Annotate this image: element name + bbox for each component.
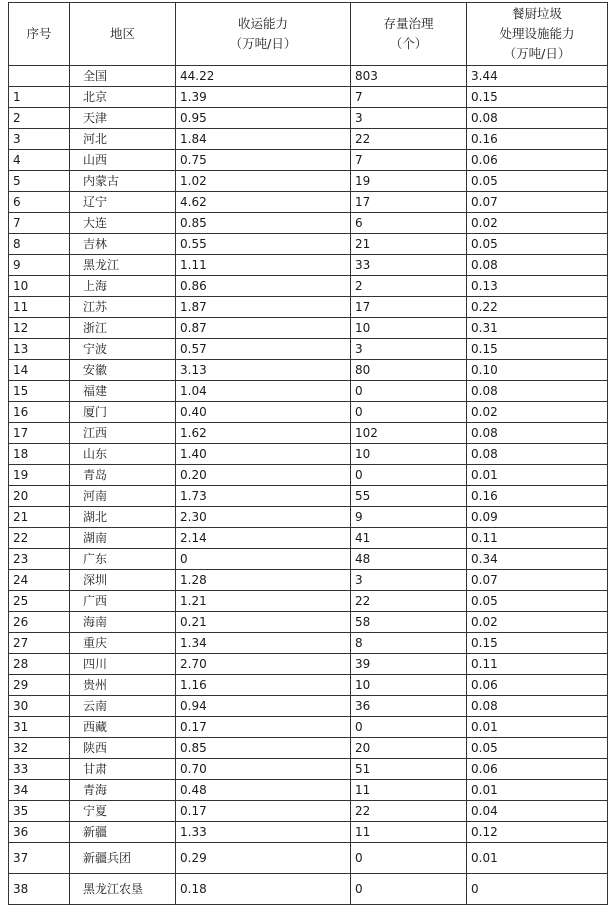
cell-collection-capacity: 0.29 xyxy=(176,843,351,874)
cell-kitchen-waste-capacity: 0.01 xyxy=(467,465,608,486)
cell-collection-capacity: 1.11 xyxy=(176,255,351,276)
cell-collection-capacity: 1.16 xyxy=(176,675,351,696)
cell-index: 36 xyxy=(9,822,70,843)
cell-kitchen-waste-capacity: 0.16 xyxy=(467,129,608,150)
header-kitchen-waste-capacity: 餐厨垃圾 处理设施能力 （万吨/日） xyxy=(467,3,608,66)
cell-kitchen-waste-capacity: 0.08 xyxy=(467,423,608,444)
cell-legacy-treatment: 0 xyxy=(351,465,467,486)
cell-kitchen-waste-capacity: 0.02 xyxy=(467,213,608,234)
cell-kitchen-waste-capacity: 0.15 xyxy=(467,87,608,108)
cell-collection-capacity: 0.75 xyxy=(176,150,351,171)
cell-index: 10 xyxy=(9,276,70,297)
cell-kitchen-waste-capacity: 0 xyxy=(467,874,608,905)
cell-index: 3 xyxy=(9,129,70,150)
cell-legacy-treatment: 19 xyxy=(351,171,467,192)
cell-collection-capacity: 2.14 xyxy=(176,528,351,549)
cell-kitchen-waste-capacity: 0.13 xyxy=(467,276,608,297)
cell-legacy-treatment: 7 xyxy=(351,87,467,108)
cell-index: 27 xyxy=(9,633,70,654)
cell-legacy-treatment: 39 xyxy=(351,654,467,675)
table-row xyxy=(9,213,608,234)
cell-collection-capacity: 0.20 xyxy=(176,465,351,486)
cell-legacy-treatment: 21 xyxy=(351,234,467,255)
cell-kitchen-waste-capacity: 0.07 xyxy=(467,570,608,591)
cell-region: 厦门 xyxy=(70,402,176,423)
header-collection-capacity: 收运能力 （万吨/日） xyxy=(176,3,351,66)
cell-index: 30 xyxy=(9,696,70,717)
cell-collection-capacity: 0.85 xyxy=(176,213,351,234)
cell-collection-capacity: 0.18 xyxy=(176,874,351,905)
cell-region: 内蒙古 xyxy=(70,171,176,192)
cell-kitchen-waste-capacity: 0.12 xyxy=(467,822,608,843)
cell-region: 黑龙江农垦 xyxy=(70,874,176,905)
cell-region: 河南 xyxy=(70,486,176,507)
table-row xyxy=(9,633,608,654)
header-index: 序号 xyxy=(9,3,70,66)
cell-collection-capacity: 1.34 xyxy=(176,633,351,654)
cell-collection-capacity: 1.84 xyxy=(176,129,351,150)
table-row xyxy=(9,234,608,255)
cell-legacy-treatment: 0 xyxy=(351,843,467,874)
cell-legacy-treatment: 17 xyxy=(351,297,467,318)
cell-index: 32 xyxy=(9,738,70,759)
cell-collection-capacity: 1.40 xyxy=(176,444,351,465)
cell-kitchen-waste-capacity: 0.06 xyxy=(467,675,608,696)
table-row xyxy=(9,255,608,276)
cell-collection-capacity: 0.85 xyxy=(176,738,351,759)
table-row xyxy=(9,171,608,192)
cell-region: 福建 xyxy=(70,381,176,402)
cell-collection-capacity: 0.17 xyxy=(176,717,351,738)
cell-legacy-treatment: 80 xyxy=(351,360,467,381)
cell-kitchen-waste-capacity: 0.09 xyxy=(467,507,608,528)
table-row xyxy=(9,486,608,507)
cell-collection-capacity: 1.73 xyxy=(176,486,351,507)
table-row xyxy=(9,654,608,675)
cell-collection-capacity: 1.87 xyxy=(176,297,351,318)
cell-collection-capacity: 1.04 xyxy=(176,381,351,402)
cell-region: 辽宁 xyxy=(70,192,176,213)
cell-region: 江西 xyxy=(70,423,176,444)
table-row xyxy=(9,318,608,339)
cell-legacy-treatment: 11 xyxy=(351,822,467,843)
table-row xyxy=(9,843,608,874)
cell-kitchen-waste-capacity: 0.05 xyxy=(467,171,608,192)
cell-region: 青岛 xyxy=(70,465,176,486)
cell-legacy-treatment: 9 xyxy=(351,507,467,528)
cell-collection-capacity: 44.22 xyxy=(176,66,351,87)
cell-index: 7 xyxy=(9,213,70,234)
cell-kitchen-waste-capacity: 0.31 xyxy=(467,318,608,339)
cell-region: 四川 xyxy=(70,654,176,675)
table-row xyxy=(9,465,608,486)
cell-collection-capacity: 1.62 xyxy=(176,423,351,444)
table-body xyxy=(9,66,608,905)
cell-kitchen-waste-capacity: 0.08 xyxy=(467,444,608,465)
cell-legacy-treatment: 0 xyxy=(351,381,467,402)
cell-region: 重庆 xyxy=(70,633,176,654)
cell-legacy-treatment: 22 xyxy=(351,129,467,150)
cell-kitchen-waste-capacity: 0.10 xyxy=(467,360,608,381)
table-row xyxy=(9,66,608,87)
cell-legacy-treatment: 102 xyxy=(351,423,467,444)
cell-index: 8 xyxy=(9,234,70,255)
cell-index: 11 xyxy=(9,297,70,318)
cell-legacy-treatment: 17 xyxy=(351,192,467,213)
table-row xyxy=(9,675,608,696)
cell-collection-capacity: 0.40 xyxy=(176,402,351,423)
cell-index: 14 xyxy=(9,360,70,381)
table-row xyxy=(9,591,608,612)
table-row xyxy=(9,612,608,633)
cell-kitchen-waste-capacity: 0.01 xyxy=(467,780,608,801)
table-row xyxy=(9,874,608,905)
cell-index: 13 xyxy=(9,339,70,360)
cell-region: 江苏 xyxy=(70,297,176,318)
data-table xyxy=(8,2,608,905)
cell-kitchen-waste-capacity: 0.08 xyxy=(467,381,608,402)
cell-legacy-treatment: 48 xyxy=(351,549,467,570)
cell-index: 1 xyxy=(9,87,70,108)
data-table-sheet xyxy=(8,2,607,905)
table-row xyxy=(9,507,608,528)
cell-index: 26 xyxy=(9,612,70,633)
cell-index: 37 xyxy=(9,843,70,874)
cell-region: 北京 xyxy=(70,87,176,108)
cell-legacy-treatment: 11 xyxy=(351,780,467,801)
cell-legacy-treatment: 0 xyxy=(351,402,467,423)
cell-region: 大连 xyxy=(70,213,176,234)
cell-kitchen-waste-capacity: 0.22 xyxy=(467,297,608,318)
cell-index: 25 xyxy=(9,591,70,612)
cell-region: 深圳 xyxy=(70,570,176,591)
cell-index: 21 xyxy=(9,507,70,528)
table-row xyxy=(9,192,608,213)
cell-legacy-treatment: 51 xyxy=(351,759,467,780)
cell-kitchen-waste-capacity: 3.44 xyxy=(467,66,608,87)
cell-legacy-treatment: 10 xyxy=(351,318,467,339)
cell-region: 云南 xyxy=(70,696,176,717)
cell-region: 广东 xyxy=(70,549,176,570)
cell-legacy-treatment: 6 xyxy=(351,213,467,234)
cell-kitchen-waste-capacity: 0.15 xyxy=(467,633,608,654)
table-row xyxy=(9,87,608,108)
cell-kitchen-waste-capacity: 0.06 xyxy=(467,759,608,780)
cell-legacy-treatment: 3 xyxy=(351,339,467,360)
cell-collection-capacity: 0.70 xyxy=(176,759,351,780)
table-row xyxy=(9,759,608,780)
cell-legacy-treatment: 58 xyxy=(351,612,467,633)
cell-kitchen-waste-capacity: 0.04 xyxy=(467,801,608,822)
cell-collection-capacity: 1.02 xyxy=(176,171,351,192)
cell-index: 24 xyxy=(9,570,70,591)
cell-region: 宁波 xyxy=(70,339,176,360)
cell-index: 5 xyxy=(9,171,70,192)
cell-region: 全国 xyxy=(70,66,176,87)
cell-legacy-treatment: 2 xyxy=(351,276,467,297)
table-row xyxy=(9,696,608,717)
cell-legacy-treatment: 8 xyxy=(351,633,467,654)
cell-collection-capacity: 0.48 xyxy=(176,780,351,801)
cell-index: 16 xyxy=(9,402,70,423)
cell-index: 31 xyxy=(9,717,70,738)
cell-collection-capacity: 1.39 xyxy=(176,87,351,108)
table-row xyxy=(9,801,608,822)
table-row xyxy=(9,108,608,129)
cell-collection-capacity: 2.70 xyxy=(176,654,351,675)
cell-legacy-treatment: 0 xyxy=(351,874,467,905)
table-row xyxy=(9,297,608,318)
table-row xyxy=(9,339,608,360)
cell-kitchen-waste-capacity: 0.02 xyxy=(467,402,608,423)
cell-index: 20 xyxy=(9,486,70,507)
cell-collection-capacity: 0.87 xyxy=(176,318,351,339)
cell-region: 山东 xyxy=(70,444,176,465)
cell-index: 22 xyxy=(9,528,70,549)
table-row xyxy=(9,276,608,297)
header-legacy-treatment: 存量治理 （个） xyxy=(351,3,467,66)
cell-region: 海南 xyxy=(70,612,176,633)
cell-index: 9 xyxy=(9,255,70,276)
cell-legacy-treatment: 41 xyxy=(351,528,467,549)
cell-index: 18 xyxy=(9,444,70,465)
cell-index: 19 xyxy=(9,465,70,486)
cell-kitchen-waste-capacity: 0.11 xyxy=(467,654,608,675)
cell-index: 4 xyxy=(9,150,70,171)
cell-region: 贵州 xyxy=(70,675,176,696)
cell-legacy-treatment: 22 xyxy=(351,591,467,612)
cell-collection-capacity: 0.86 xyxy=(176,276,351,297)
cell-region: 广西 xyxy=(70,591,176,612)
cell-legacy-treatment: 10 xyxy=(351,675,467,696)
cell-index: 15 xyxy=(9,381,70,402)
cell-index: 38 xyxy=(9,874,70,905)
cell-kitchen-waste-capacity: 0.08 xyxy=(467,696,608,717)
cell-index: 28 xyxy=(9,654,70,675)
cell-index: 17 xyxy=(9,423,70,444)
table-row xyxy=(9,549,608,570)
cell-collection-capacity: 0.21 xyxy=(176,612,351,633)
cell-collection-capacity: 1.33 xyxy=(176,822,351,843)
cell-kitchen-waste-capacity: 0.01 xyxy=(467,717,608,738)
cell-collection-capacity: 1.28 xyxy=(176,570,351,591)
cell-region: 湖南 xyxy=(70,528,176,549)
cell-collection-capacity: 0.94 xyxy=(176,696,351,717)
cell-legacy-treatment: 33 xyxy=(351,255,467,276)
cell-index: 29 xyxy=(9,675,70,696)
cell-index: 23 xyxy=(9,549,70,570)
cell-region: 安徽 xyxy=(70,360,176,381)
cell-region: 陕西 xyxy=(70,738,176,759)
cell-collection-capacity: 3.13 xyxy=(176,360,351,381)
cell-collection-capacity: 4.62 xyxy=(176,192,351,213)
cell-legacy-treatment: 0 xyxy=(351,717,467,738)
table-row xyxy=(9,360,608,381)
cell-index xyxy=(9,66,70,87)
cell-region: 宁夏 xyxy=(70,801,176,822)
cell-kitchen-waste-capacity: 0.05 xyxy=(467,234,608,255)
cell-region: 青海 xyxy=(70,780,176,801)
cell-region: 上海 xyxy=(70,276,176,297)
table-row xyxy=(9,150,608,171)
cell-region: 山西 xyxy=(70,150,176,171)
cell-region: 河北 xyxy=(70,129,176,150)
table-row xyxy=(9,717,608,738)
cell-kitchen-waste-capacity: 0.02 xyxy=(467,612,608,633)
cell-kitchen-waste-capacity: 0.15 xyxy=(467,339,608,360)
cell-legacy-treatment: 10 xyxy=(351,444,467,465)
table-header-row xyxy=(9,3,608,66)
cell-kitchen-waste-capacity: 0.08 xyxy=(467,255,608,276)
cell-region: 黑龙江 xyxy=(70,255,176,276)
cell-legacy-treatment: 22 xyxy=(351,801,467,822)
cell-kitchen-waste-capacity: 0.16 xyxy=(467,486,608,507)
cell-collection-capacity: 0.95 xyxy=(176,108,351,129)
cell-kitchen-waste-capacity: 0.34 xyxy=(467,549,608,570)
cell-collection-capacity: 0 xyxy=(176,549,351,570)
cell-index: 33 xyxy=(9,759,70,780)
table-row xyxy=(9,528,608,549)
table-row xyxy=(9,780,608,801)
table-row xyxy=(9,822,608,843)
cell-kitchen-waste-capacity: 0.08 xyxy=(467,108,608,129)
cell-collection-capacity: 0.17 xyxy=(176,801,351,822)
cell-index: 6 xyxy=(9,192,70,213)
cell-legacy-treatment: 7 xyxy=(351,150,467,171)
table-row xyxy=(9,444,608,465)
cell-region: 新疆兵团 xyxy=(70,843,176,874)
cell-legacy-treatment: 36 xyxy=(351,696,467,717)
cell-collection-capacity: 1.21 xyxy=(176,591,351,612)
cell-index: 35 xyxy=(9,801,70,822)
cell-index: 12 xyxy=(9,318,70,339)
header-region: 地区 xyxy=(70,3,176,66)
table-row xyxy=(9,129,608,150)
cell-legacy-treatment: 803 xyxy=(351,66,467,87)
cell-collection-capacity: 0.55 xyxy=(176,234,351,255)
cell-legacy-treatment: 3 xyxy=(351,570,467,591)
table-row xyxy=(9,381,608,402)
cell-index: 34 xyxy=(9,780,70,801)
cell-region: 西藏 xyxy=(70,717,176,738)
table-row xyxy=(9,423,608,444)
table-row xyxy=(9,402,608,423)
cell-region: 天津 xyxy=(70,108,176,129)
cell-region: 新疆 xyxy=(70,822,176,843)
cell-kitchen-waste-capacity: 0.05 xyxy=(467,591,608,612)
table-row xyxy=(9,570,608,591)
cell-kitchen-waste-capacity: 0.07 xyxy=(467,192,608,213)
cell-legacy-treatment: 20 xyxy=(351,738,467,759)
table-row xyxy=(9,738,608,759)
cell-collection-capacity: 2.30 xyxy=(176,507,351,528)
cell-index: 2 xyxy=(9,108,70,129)
cell-legacy-treatment: 3 xyxy=(351,108,467,129)
cell-region: 浙江 xyxy=(70,318,176,339)
cell-region: 甘肃 xyxy=(70,759,176,780)
cell-collection-capacity: 0.57 xyxy=(176,339,351,360)
cell-region: 吉林 xyxy=(70,234,176,255)
cell-kitchen-waste-capacity: 0.11 xyxy=(467,528,608,549)
cell-kitchen-waste-capacity: 0.06 xyxy=(467,150,608,171)
cell-kitchen-waste-capacity: 0.05 xyxy=(467,738,608,759)
cell-legacy-treatment: 55 xyxy=(351,486,467,507)
cell-region: 湖北 xyxy=(70,507,176,528)
cell-kitchen-waste-capacity: 0.01 xyxy=(467,843,608,874)
